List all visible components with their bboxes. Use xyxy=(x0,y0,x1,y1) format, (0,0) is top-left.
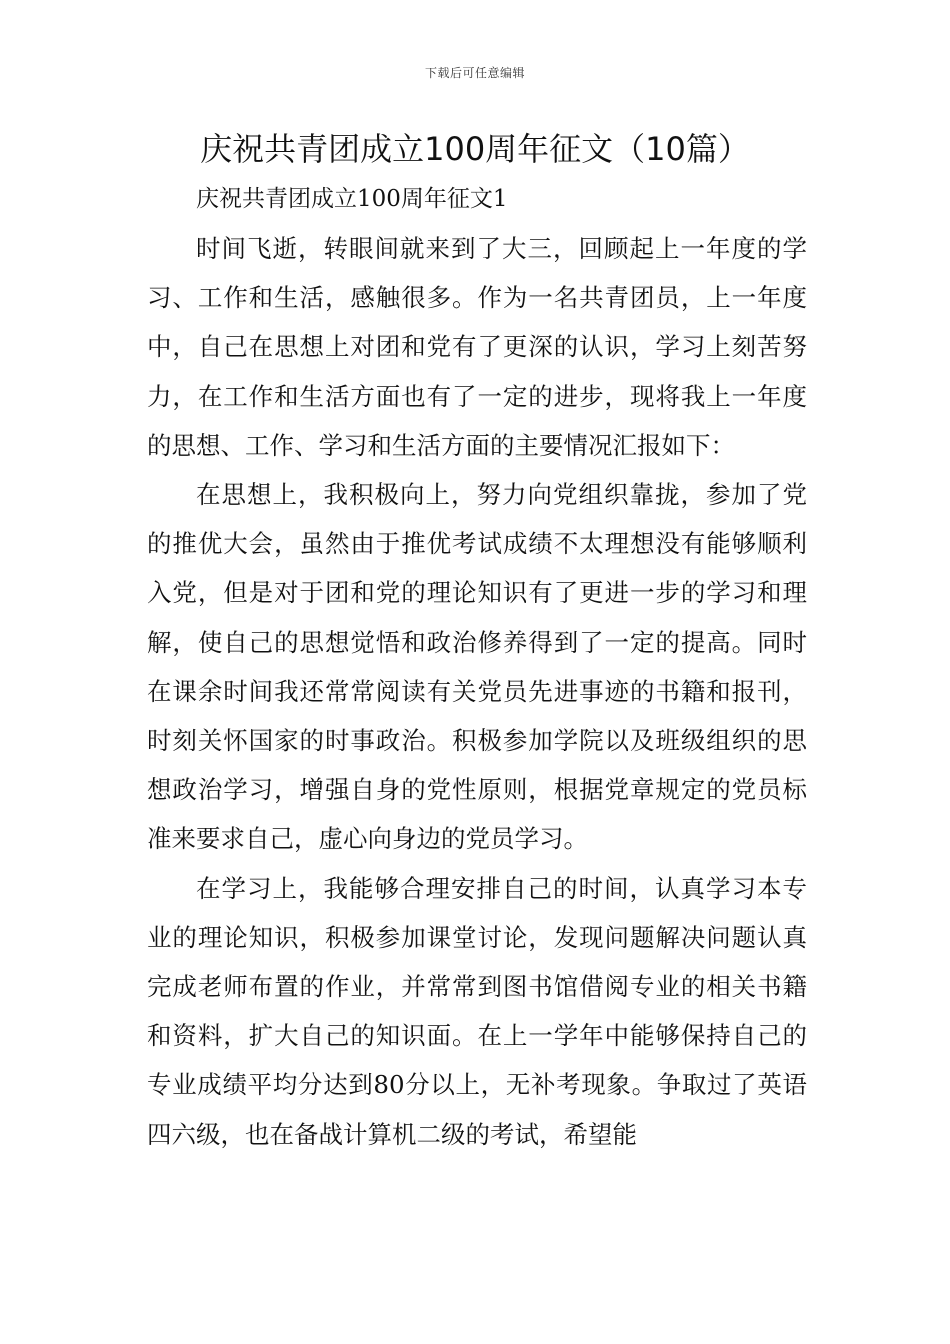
section-subtitle: 庆祝共青团成立100周年征文1 xyxy=(196,186,508,212)
document-title: 庆祝共青团成立100周年征文（10篇） xyxy=(200,130,750,168)
paragraph-intro: 时间飞逝，转眼间就来到了大三，回顾起上一年度的学习、工作和生活，感触很多。作为一名共青团员，上一年度中，自己在思想上对团和党有了更深的认识，学习上刻苦努力，在工作和生活方面也有了一定的进步，现将我上一年度的思想、工作、学习和生活方面的主要情况汇报如下： xyxy=(147,234,807,460)
paragraph-study: 在学习上，我能够合理安排自己的时间，认真学习本专业的理论知识，积极参加课堂讨论，发现问题解决问题认真完成老师布置的作业，并常常到图书馆借阅专业的相关书籍和资料，扩大自己的知识面。在上一学年中能够保持自己的专业成绩平均分达到80分以上，无补考现象。争取过了英语四六级，也在备战计算机二级的考试，希望能 xyxy=(147,873,807,1149)
paragraph-thought: 在思想上，我积极向上，努力向党组织靠拢，参加了党的推优大会，虽然由于推优考试成绩不太理想没有能够顺利入党，但是对于团和党的理论知识有了更进一步的学习和理解，使自己的思想觉悟和政治修养得到了一定的提高。同时在课余时间我还常常阅读有关党员先进事迹的书籍和报刊，时刻关怀国家的时事政治。积极参加学院以及班级组织的思想政治学习，增强自身的党性原则，根据党章规定的党员标准来要求自己，虚心向身边的党员学习。 xyxy=(147,480,807,854)
header-note: 下载后可任意编辑 xyxy=(424,66,525,80)
document-body xyxy=(147,224,807,1159)
